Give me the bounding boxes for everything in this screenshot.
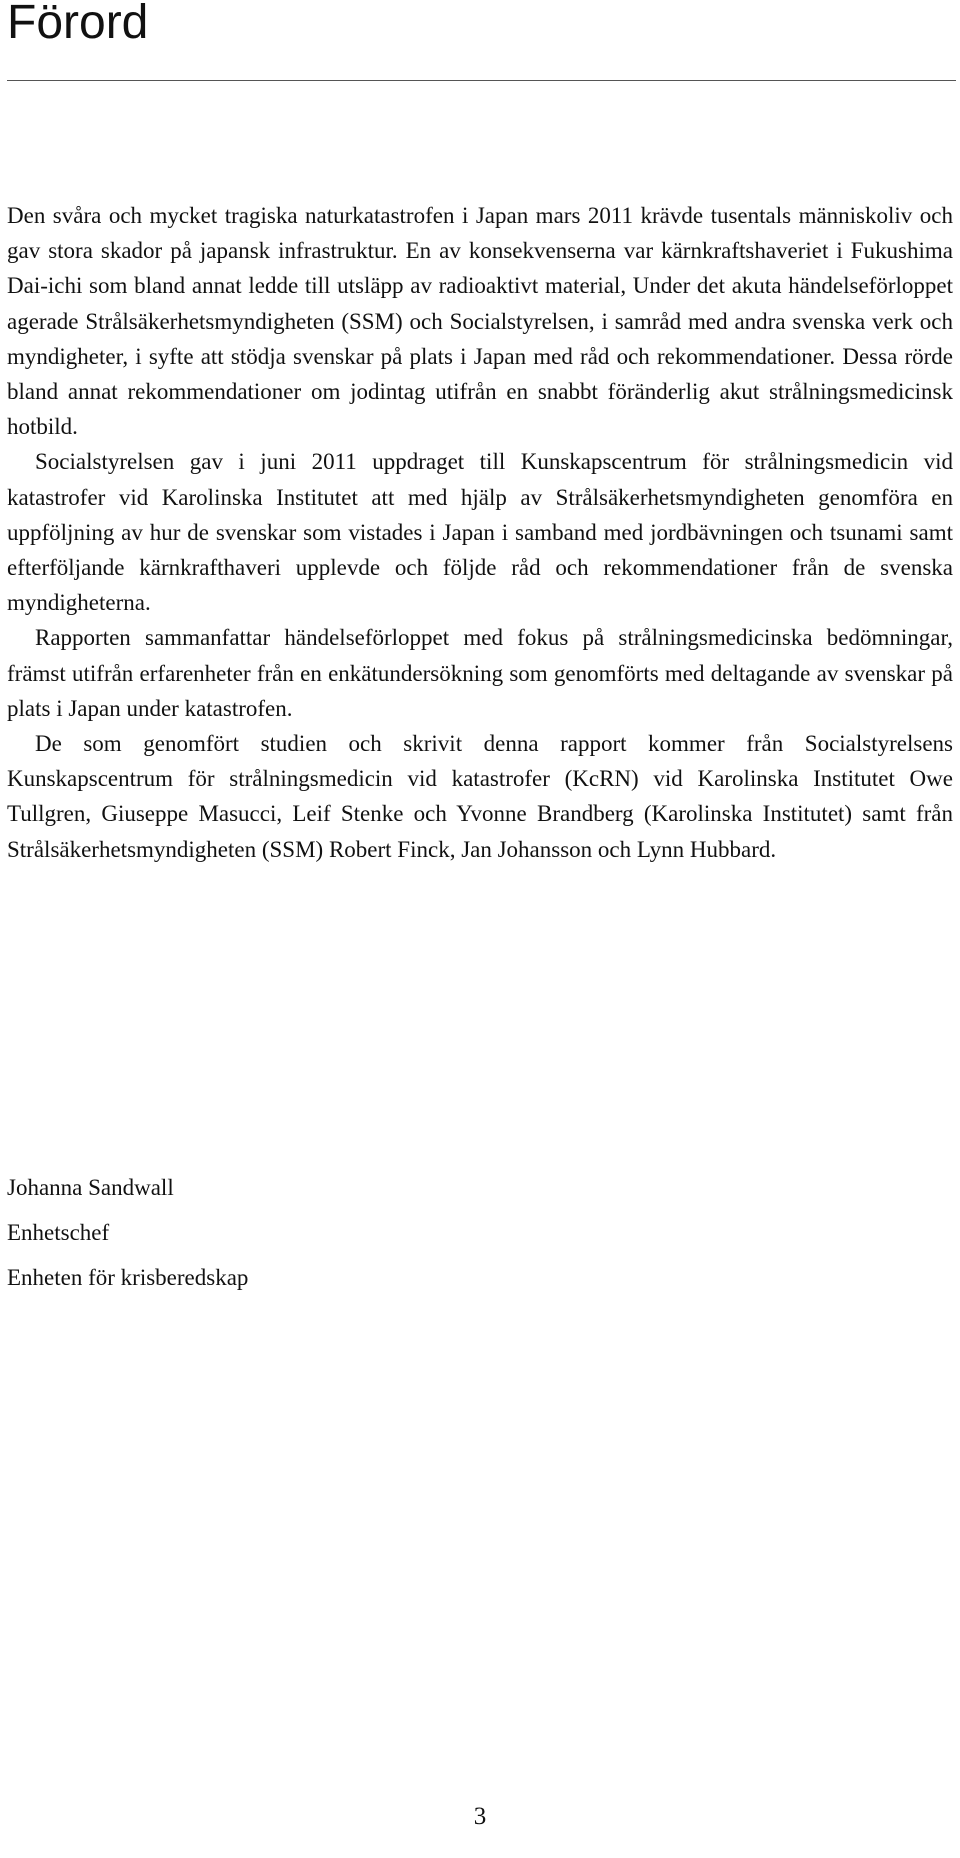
title-divider: [7, 80, 956, 81]
paragraph-assignment: Socialstyrelsen gav i juni 2011 uppdraget till Kunskapscentrum för strålningsmedicin vid katastrofer vid Karolinska Institutet att med hjälp av Strålsäkerhetsmyndigheten genomföra en uppföljning av hur de svenskar som vistades i Japan i samband med jordbävningen och tsunami samt efterföljande kärnkrafthaveri upplevde och följde råd och rekommendationer från de svenska myndigheterna.: [7, 449, 953, 616]
body-text: [7, 198, 953, 867]
signature-block: [7, 1165, 248, 1300]
paragraph-authors: De som genomfört studien och skrivit denna rapport kommer från Socialstyrelsens Kunskapscentrum för strålningsmedicin vid katastrofer (KcRN) vid Karolinska Institutet Owe Tullgren, Giuseppe Masucci, Leif Stenke och Yvonne Brandberg (Karolinska Institutet) samt från Strålsäkerhetsmyndigheten (SSM) Robert Finck, Jan Johansson och Lynn Hubbard.: [7, 731, 953, 862]
signature-name: Johanna Sandwall: [7, 1175, 174, 1200]
paragraph-report-summary: Rapporten sammanfattar händelseförloppet med fokus på strålningsmedicinska bedömningar, främst utifrån erfarenheter från en enkätundersökning som genomförts med deltagande av svenskar på plats i Japan under katastrofen.: [7, 625, 953, 721]
signature-unit: Enheten för krisberedskap: [7, 1265, 249, 1290]
page-title: Förord: [7, 0, 149, 49]
paragraph-intro: Den svåra och mycket tragiska naturkatastrofen i Japan mars 2011 krävde tusentals människoliv och gav stora skador på japansk infrastruktur. En av konsekvenserna var kärnkraftshaveriet i Fukushima Dai-ichi som bland annat ledde till utsläpp av radioaktivt material, Under det akuta händelseförloppet agerade Strålsäkerhetsmyndigheten (SSM) och Socialstyrelsen, i samråd med andra svenska verk och myndigheter, i syfte att stödja svenskar på plats i Japan med råd och rekommendationer. Dessa rörde bland annat rekommendationer om jodintag utifrån en snabbt föränderlig akut strålningsmedicinsk hotbild.: [7, 203, 953, 440]
page-number: 3: [473, 1803, 487, 1830]
signature-role: Enhetschef: [7, 1220, 110, 1245]
